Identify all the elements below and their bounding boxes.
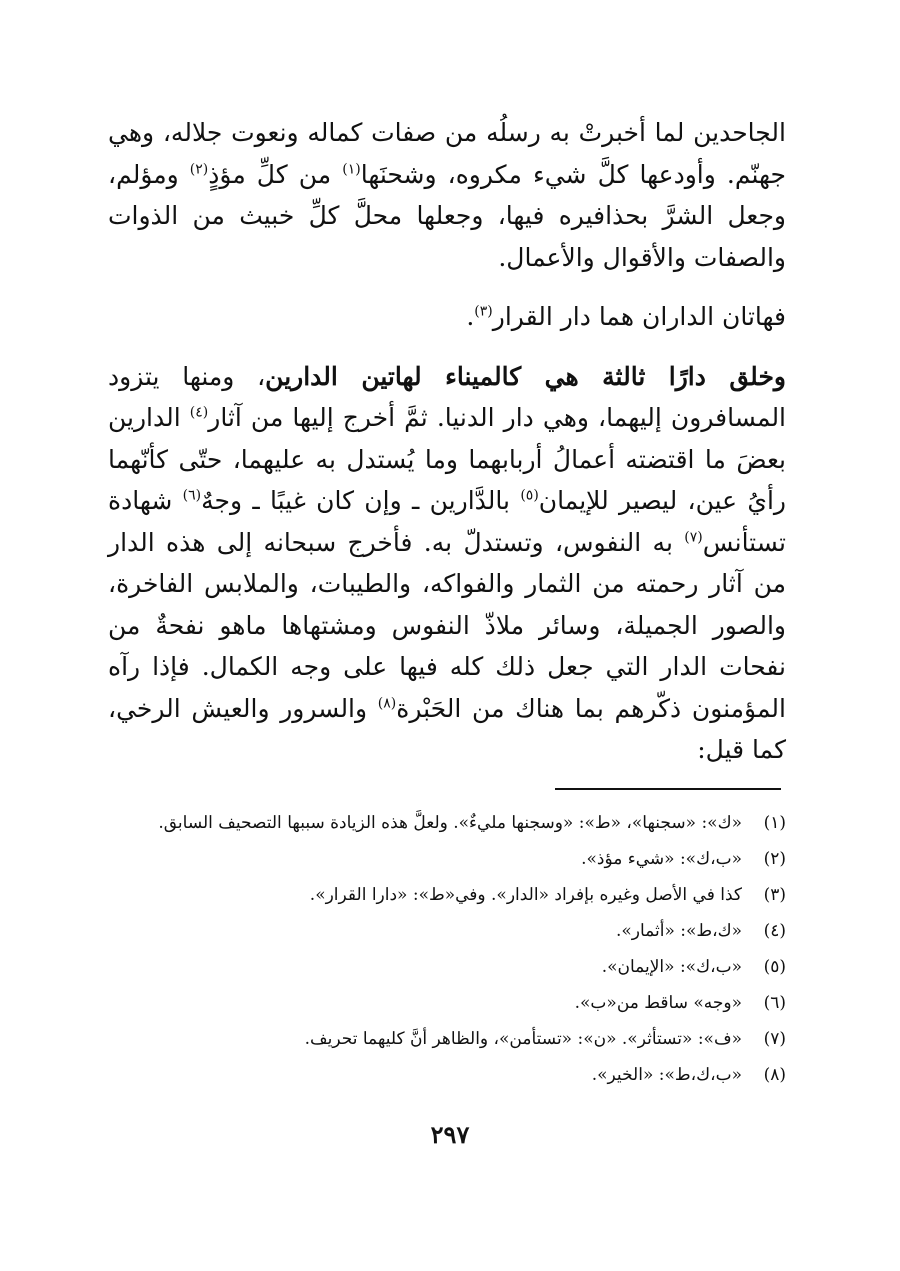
paragraph-3-text-d: شهادة تستأنس — [108, 486, 786, 557]
footnote-number: (٥) — [763, 957, 786, 977]
footnote-ref-1[interactable]: (١) — [342, 161, 361, 178]
footnote-text: «ب،ك،ط»: «الخير». — [591, 1065, 742, 1085]
footnote-ref-5[interactable]: (٥) — [520, 487, 539, 504]
footnote-ref-7[interactable]: (٧) — [684, 529, 703, 546]
footnote-text: «ك»: «سجنها»، «ط»: «وسجنها مليءٌ». ولعلَّ هذه الزيادة سببها التصحيف السابق. — [158, 813, 742, 833]
footnote-number: (٧) — [763, 1029, 786, 1049]
footnote-number: (٢) — [763, 849, 786, 869]
paragraph-2-text-b: . — [466, 302, 475, 331]
footnote-ref-3[interactable]: (٣) — [474, 303, 493, 320]
footnote-number: (١) — [763, 813, 786, 833]
footnote-item — [150, 1057, 786, 1093]
footnote-text: «ف»: «تستأثر». «ن»: «تستأمن»، والظاهر أنَّ كليهما تحريف. — [304, 1029, 742, 1049]
paragraph-3-text-f: والسرور والعيش الرخي، كما قيل: — [108, 693, 786, 764]
footnote-ref-4[interactable]: (٤) — [189, 404, 209, 421]
paragraph-2-text-a: فهاتان الداران هما دار القرار — [492, 302, 786, 331]
footnote-item — [150, 985, 786, 1021]
paragraph-3-lead: وخلق دارًا ثالثة هي كالميناء لهاتين الدارين — [265, 361, 786, 391]
paragraph-3-text-b: الدارين بعضَ ما اقتضته أعمالُ أربابهما وما يُستدل به عليهما، حتّى كأنّهما رأيُ عين، ليصير للإيمان — [108, 403, 786, 515]
footnote-text: كذا في الأصل وغيره بإفراد «الدار». وفي«ط»: «دارا القرار». — [309, 885, 742, 905]
footnote-text: «ب،ك»: «الإيمان». — [601, 957, 742, 977]
footnote-ref-8[interactable]: (٨) — [377, 695, 397, 712]
footnote-ref-6[interactable]: (٦) — [182, 487, 202, 504]
footnote-number: (٨) — [763, 1065, 786, 1085]
footnote-number: (٤) — [763, 921, 786, 941]
footnote-item — [150, 841, 786, 877]
footnote-ref-2[interactable]: (٢) — [189, 161, 209, 178]
footnote-number: (٦) — [763, 993, 786, 1013]
footnote-item — [150, 877, 786, 913]
footnote-text: «ب،ك»: «شيء مؤذ». — [581, 849, 742, 869]
paragraph-3-text-c: بالدَّارين ـ وإن كان غيبًا ـ وجهٌ — [201, 486, 521, 515]
paragraph-3-text-a: ، ومنها يتزود المسافرون إليهما، وهي دار الدنيا. ثمَّ أخرج إليها من آثار — [108, 361, 787, 432]
footnote-item — [150, 805, 786, 841]
footnote-separator — [555, 788, 781, 790]
paragraph-2 — [108, 296, 786, 338]
paragraph-1-text-c: ومؤلم، وجعل الشرَّ بحذافيره فيها، وجعلها محلَّ كلِّ خبيث من الذوات والصفات والأقوال والأعمال. — [108, 159, 786, 272]
footnote-text: «ك،ط»: «أثمار». — [615, 921, 742, 941]
paragraph-3 — [108, 356, 786, 771]
footnotes — [150, 805, 786, 1093]
main-text — [108, 112, 786, 771]
footnote-number: (٣) — [763, 885, 786, 905]
paragraph-1 — [108, 112, 786, 278]
paragraph-1-text-b: من كلِّ مؤذٍ — [208, 159, 343, 189]
footnote-item — [150, 1021, 786, 1057]
footnote-item — [150, 949, 786, 985]
page-number: ٢٩٧ — [430, 1120, 470, 1149]
footnote-item — [150, 913, 786, 949]
paragraph-1-text-a: الجاحدين لما أخبرتْ به رسلُه من صفات كماله ونعوت جلاله، وهي جهنّم. وأودعها كلَّ شيء مكروه، وشحنَها — [108, 118, 786, 189]
footnote-text: «وجه» ساقط من«ب». — [574, 993, 742, 1013]
paragraph-3-text-e: به النفوس، وتستدلّ به. فأخرج سبحانه إلى هذه الدار من آثار رحمته من الثمار والفواكه، والطيبات، والملابس الفاخرة، والصور الجميلة، وسائر ملاذّ النفوس ومشتهاها ماهو نفحةٌ من نفحات الدار التي جعل ذلك كله فيها على وجه الكمال. فإذا رآه المؤمنون ذكّرهم بما هناك من الحَبْرة — [108, 527, 786, 723]
